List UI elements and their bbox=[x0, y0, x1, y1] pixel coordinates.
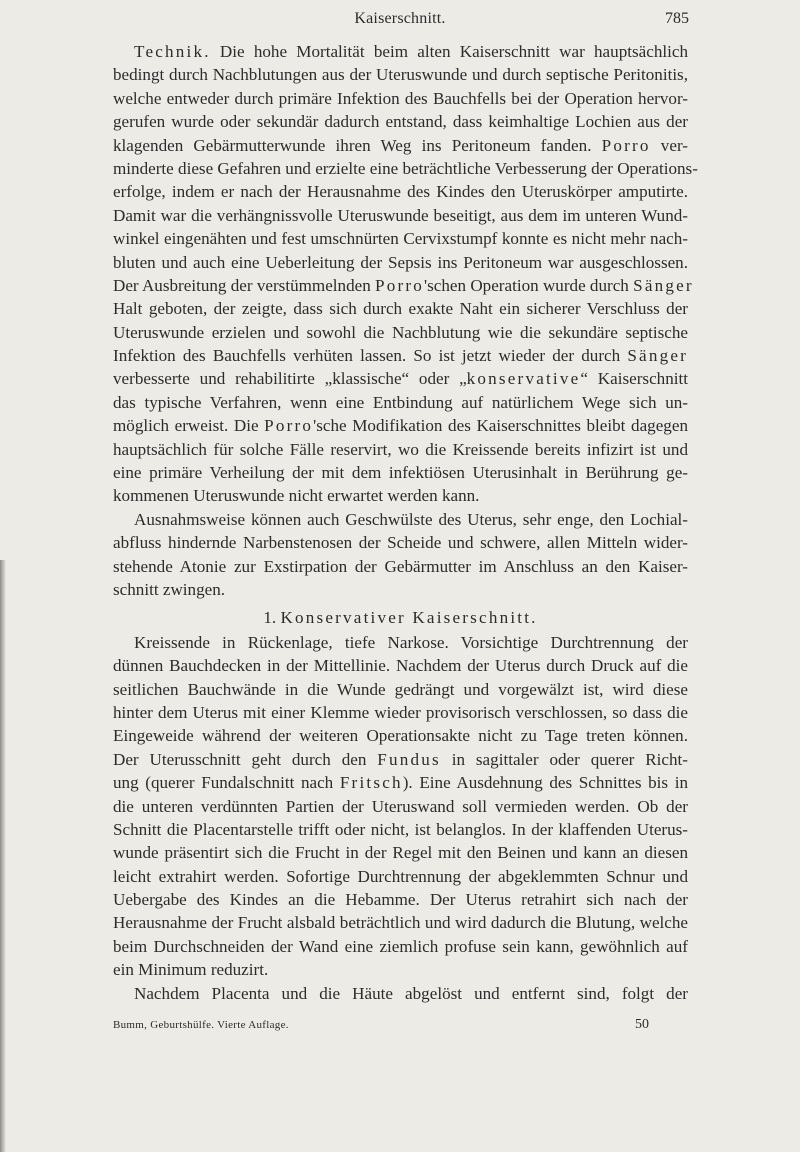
page-number: 785 bbox=[665, 10, 689, 27]
text-line: Ausnahmsweise können auch Geschwülste des Uterus, sehr enge, den Lochial- bbox=[134, 509, 688, 529]
text-line bbox=[113, 771, 688, 794]
spaced-name: Porro bbox=[601, 135, 651, 155]
text-line bbox=[113, 414, 688, 437]
text-line: Kreissende in Rückenlage, tiefe Narkose. Vorsichtige Durchtrennung der bbox=[134, 632, 688, 652]
spaced-name: Sänger bbox=[633, 275, 694, 295]
text-line: Uebergabe des Kindes an die Hebamme. Der Uterus retrahirt sich nach der bbox=[113, 890, 688, 910]
text-line: winkel eingenähten und fest umschnürten Cervixstumpf konnte es nicht mehr nach- bbox=[113, 229, 688, 249]
text-line: dünnen Bauchdecken in der Mittellinie. Nachdem der Uterus durch Druck auf die bbox=[113, 656, 688, 676]
text-line: welche entweder durch primäre Infektion des Bauchfells bei der Operation hervor- bbox=[113, 88, 688, 108]
text-line: stehende Atonie zur Exstirpation der Gebärmutter im Anschluss an den Kaiser- bbox=[113, 556, 688, 576]
section-title: Konservativer Kaiserschnitt. bbox=[280, 608, 538, 628]
text-fragment: “ Kaiserschnitt bbox=[580, 369, 688, 389]
paragraph-ausnahmsweise bbox=[113, 508, 688, 602]
text-line bbox=[113, 40, 688, 63]
text-fragment: Der Uterusschnitt geht durch den bbox=[113, 749, 378, 769]
spaced-name: Porro bbox=[375, 275, 425, 295]
text-line: leicht extrahirt werden. Sofortige Durchtrennung der abgeklemmten Schnur und bbox=[113, 866, 688, 886]
page-binding-shadow bbox=[0, 560, 6, 1152]
text-line: minderte diese Gefahren und erzielte eine beträchtliche Verbesserung der Operations- bbox=[113, 158, 698, 178]
signature-mark: 50 bbox=[635, 1017, 649, 1032]
text-line: gerufen wurde oder sekundär dadurch entstand, dass keimhaltige Lochien aus der bbox=[113, 112, 688, 132]
text-fragment: klagenden Gebärmutterwunde ihren Weg ins Peritoneum fanden. bbox=[113, 135, 592, 155]
text-fragment bbox=[591, 136, 601, 155]
text-line: bedingt durch Nachblutungen aus der Uteruswunde und durch septische Peritonitis, bbox=[113, 65, 688, 85]
page-header bbox=[0, 10, 800, 30]
book-citation: Bumm, Geburtshülfe. Vierte Auflage. bbox=[113, 1019, 289, 1031]
text-fragment: 'schen Operation wurde durch bbox=[424, 275, 634, 295]
text-line: ein Minimum reduzirt. bbox=[113, 960, 269, 980]
text-line: das typische Verfahren, wenn eine Entbindung auf natürlichem Wege sich un- bbox=[113, 392, 688, 412]
spaced-name: Fritsch bbox=[339, 773, 403, 793]
section-number: 1. bbox=[263, 608, 277, 628]
text-line: wunde präsentirt sich die Frucht in der Regel mit den Beinen und kann an diesen bbox=[113, 843, 688, 863]
text-line: abfluss hindernde Narbenstenosen der Scheide und schwere, allen Mitteln wider- bbox=[113, 533, 688, 553]
spaced-name: Sänger bbox=[627, 346, 688, 366]
spaced-term: Technik. bbox=[134, 42, 211, 61]
text-fragment: Infektion des Bauchfells verhüten lassen. So ist jetzt wieder der durch bbox=[113, 346, 628, 366]
section-heading bbox=[113, 606, 688, 629]
text-line: hinter dem Uterus mit einer Klemme wieder provisorisch verschlossen, so dass die bbox=[113, 702, 688, 722]
spaced-term: Fundus bbox=[377, 749, 441, 769]
text-line: eine primäre Verheilung der mit dem infektiösen Uterusinhalt in Berührung ge- bbox=[113, 463, 688, 483]
text-line: seitlichen Bauchwände in die Wunde gedrängt und vorgewälzt ist, wird diese bbox=[113, 679, 688, 699]
text-line: bluten und auch eine Ueberleitung der Sepsis ins Peritoneum war ausgeschlossen. bbox=[113, 252, 688, 272]
text-fragment: in sagittaler oder querer Richt- bbox=[440, 749, 688, 769]
page-footer bbox=[113, 1019, 688, 1037]
text-line: Uteruswunde erzielen und sowohl die Nachblutung wie die sekundäre septische bbox=[113, 322, 688, 342]
page-body bbox=[113, 40, 698, 1005]
text-line: die unteren verdünnten Partien der Uteruswand soll vermieden werden. Ob der bbox=[113, 796, 688, 816]
text-line: schnitt zwingen. bbox=[113, 579, 226, 599]
text-line: erfolge, indem er nach der Herausnahme des Kindes den Uteruskörper amputirte. bbox=[113, 182, 688, 202]
text-line: Damit war die verhängnissvolle Uteruswunde beseitigt, aus dem im unteren Wund- bbox=[113, 205, 688, 225]
text-fragment: verbesserte und rehabilitirte „klassische“ oder „ bbox=[113, 369, 467, 389]
text-line: Eingeweide während der weiteren Operationsakte nicht zu Tage treten können. bbox=[113, 726, 688, 746]
text-fragment: Der Ausbreitung der verstümmelnden bbox=[113, 275, 376, 295]
text-fragment: möglich erweist. Die bbox=[113, 416, 265, 436]
text-fragment: Die hohe Mortalität beim alten Kaiserschnitt war hauptsächlich bbox=[210, 42, 688, 61]
text-line: Halt geboten, der zeigte, dass sich durch exakte Naht ein sicherer Verschluss der bbox=[113, 299, 688, 319]
text-fragment: 'sche Modifikation des Kaiserschnittes bleibt dagegen bbox=[313, 416, 688, 436]
text-line bbox=[113, 748, 688, 771]
paragraph-kreissende bbox=[113, 631, 688, 982]
paragraph-nachdem bbox=[113, 982, 688, 1005]
text-line: Schnitt die Placentarstelle trifft oder nicht, ist belanglos. In der klaffenden Uterus- bbox=[113, 819, 688, 839]
spaced-name: Porro bbox=[264, 416, 314, 436]
text-line: Nachdem Placenta und die Häute abgelöst und entfernt sind, folgt der bbox=[134, 983, 688, 1003]
text-line: beim Durchschneiden der Wand eine ziemlich profuse sein kann, gewöhnlich auf bbox=[113, 936, 688, 956]
spaced-term: konservative bbox=[466, 369, 581, 389]
text-fragment: ). Eine Ausdehnung des Schnittes bis in bbox=[402, 773, 688, 793]
text-line bbox=[113, 274, 694, 297]
text-line bbox=[113, 134, 688, 157]
text-line: hauptsächlich für solche Fälle reservirt, wo die Kreissende bereits infizirt ist und bbox=[113, 439, 688, 459]
text-fragment: ung (querer Fundalschnitt nach bbox=[113, 773, 340, 793]
text-fragment: ver- bbox=[650, 135, 688, 155]
running-head: Kaiserschnitt. bbox=[354, 10, 446, 27]
text-line: kommenen Uteruswunde nicht erwartet werden kann. bbox=[113, 486, 480, 506]
text-line bbox=[113, 344, 688, 367]
text-line: Herausnahme der Frucht alsbald beträchtlich und wird dadurch die Blutung, welche bbox=[113, 913, 688, 933]
paragraph-technik bbox=[113, 40, 698, 508]
text-line bbox=[113, 367, 688, 390]
